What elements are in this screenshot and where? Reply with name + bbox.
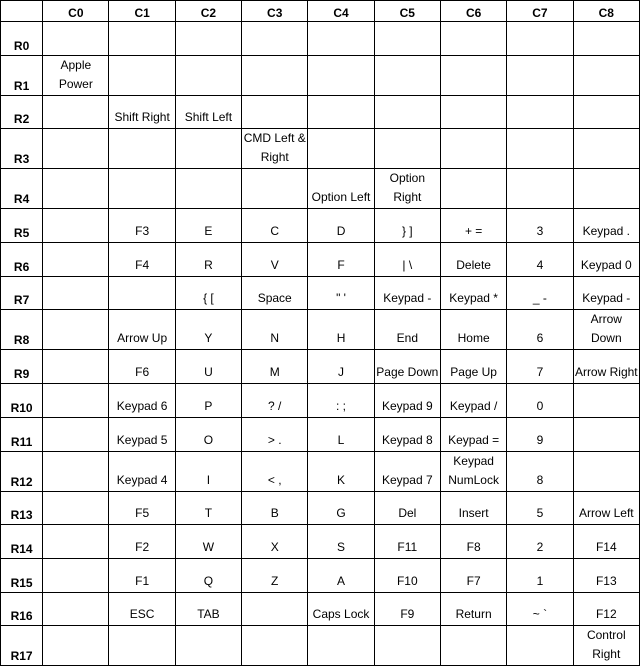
matrix-cell: F3 xyxy=(109,209,175,243)
matrix-cell xyxy=(507,55,573,95)
matrix-cell: Keypad 0 xyxy=(573,243,639,277)
column-header-c4: C4 xyxy=(308,1,374,22)
table-row xyxy=(1,451,640,491)
table-row xyxy=(1,592,640,626)
row-header: R4 xyxy=(1,169,43,209)
matrix-cell: C xyxy=(242,209,308,243)
table-row xyxy=(1,417,640,451)
matrix-cell: Caps Lock xyxy=(308,592,374,626)
matrix-cell xyxy=(43,451,109,491)
matrix-cell: Keypad 4 xyxy=(109,451,175,491)
matrix-cell: V xyxy=(242,243,308,277)
matrix-cell xyxy=(440,95,506,129)
matrix-cell: Keypad - xyxy=(573,276,639,310)
matrix-cell xyxy=(109,55,175,95)
matrix-cell xyxy=(175,55,241,95)
matrix-cell xyxy=(242,22,308,56)
matrix-cell: { [ xyxy=(175,276,241,310)
table-row xyxy=(1,129,640,169)
column-header-c7: C7 xyxy=(507,1,573,22)
matrix-cell: 7 xyxy=(507,350,573,384)
matrix-cell xyxy=(175,129,241,169)
matrix-cell xyxy=(43,384,109,418)
row-header: R15 xyxy=(1,558,43,592)
matrix-cell: " ' xyxy=(308,276,374,310)
matrix-cell xyxy=(308,129,374,169)
matrix-cell: End xyxy=(374,310,440,350)
row-header: R14 xyxy=(1,525,43,559)
matrix-cell: M xyxy=(242,350,308,384)
matrix-cell: H xyxy=(308,310,374,350)
matrix-cell xyxy=(308,22,374,56)
matrix-cell xyxy=(43,243,109,277)
matrix-cell: F8 xyxy=(440,525,506,559)
column-header-c0: C0 xyxy=(43,1,109,22)
table-row xyxy=(1,95,640,129)
matrix-cell xyxy=(109,129,175,169)
matrix-cell: T xyxy=(175,491,241,525)
matrix-cell: 3 xyxy=(507,209,573,243)
matrix-cell xyxy=(507,22,573,56)
matrix-cell xyxy=(308,626,374,666)
matrix-cell xyxy=(43,558,109,592)
matrix-cell xyxy=(440,22,506,56)
matrix-cell xyxy=(374,95,440,129)
matrix-cell: S xyxy=(308,525,374,559)
table-row xyxy=(1,626,640,666)
column-header-c8: C8 xyxy=(573,1,639,22)
matrix-cell: 6 xyxy=(507,310,573,350)
matrix-cell xyxy=(374,22,440,56)
matrix-cell xyxy=(43,209,109,243)
row-header: R8 xyxy=(1,310,43,350)
matrix-cell: ESC xyxy=(109,592,175,626)
matrix-cell: Z xyxy=(242,558,308,592)
column-header-row xyxy=(1,1,640,22)
matrix-cell: Home xyxy=(440,310,506,350)
matrix-cell: Option Right xyxy=(374,169,440,209)
matrix-cell xyxy=(374,626,440,666)
column-header-c5: C5 xyxy=(374,1,440,22)
matrix-cell xyxy=(507,129,573,169)
row-header: R0 xyxy=(1,22,43,56)
matrix-cell: Keypad 7 xyxy=(374,451,440,491)
matrix-cell xyxy=(43,592,109,626)
table-row xyxy=(1,558,640,592)
row-header: R17 xyxy=(1,626,43,666)
matrix-cell xyxy=(242,626,308,666)
matrix-cell: Return xyxy=(440,592,506,626)
matrix-cell xyxy=(43,310,109,350)
row-header: R6 xyxy=(1,243,43,277)
matrix-cell: Q xyxy=(175,558,241,592)
matrix-cell xyxy=(573,169,639,209)
matrix-cell: ? / xyxy=(242,384,308,418)
column-header-c1: C1 xyxy=(109,1,175,22)
matrix-cell: 8 xyxy=(507,451,573,491)
matrix-cell xyxy=(440,55,506,95)
matrix-cell: F13 xyxy=(573,558,639,592)
matrix-cell xyxy=(175,169,241,209)
table-row xyxy=(1,209,640,243)
matrix-cell: > . xyxy=(242,417,308,451)
matrix-cell: F12 xyxy=(573,592,639,626)
row-header: R5 xyxy=(1,209,43,243)
column-header-row-group xyxy=(1,1,640,22)
matrix-cell xyxy=(507,95,573,129)
matrix-cell xyxy=(43,626,109,666)
matrix-cell xyxy=(573,384,639,418)
matrix-cell xyxy=(573,417,639,451)
matrix-cell: Arrow Left xyxy=(573,491,639,525)
table-row xyxy=(1,491,640,525)
matrix-cell: Shift Left xyxy=(175,95,241,129)
matrix-cell: I xyxy=(175,451,241,491)
matrix-cell: Space xyxy=(242,276,308,310)
matrix-cell: Keypad 9 xyxy=(374,384,440,418)
row-header: R10 xyxy=(1,384,43,418)
matrix-cell: A xyxy=(308,558,374,592)
matrix-cell xyxy=(308,55,374,95)
matrix-cell xyxy=(109,169,175,209)
matrix-cell xyxy=(109,276,175,310)
table-row xyxy=(1,525,640,559)
row-header: R7 xyxy=(1,276,43,310)
matrix-cell: 1 xyxy=(507,558,573,592)
matrix-cell: Shift Right xyxy=(109,95,175,129)
matrix-cell xyxy=(440,626,506,666)
table-row xyxy=(1,243,640,277)
column-header-c6: C6 xyxy=(440,1,506,22)
row-header: R13 xyxy=(1,491,43,525)
matrix-cell: B xyxy=(242,491,308,525)
table-row xyxy=(1,276,640,310)
matrix-cell: J xyxy=(308,350,374,384)
matrix-cell: CMD Left & Right xyxy=(242,129,308,169)
matrix-cell: Keypad / xyxy=(440,384,506,418)
matrix-cell: 5 xyxy=(507,491,573,525)
matrix-cell xyxy=(242,95,308,129)
matrix-cell xyxy=(440,129,506,169)
column-header-c2: C2 xyxy=(175,1,241,22)
matrix-cell: P xyxy=(175,384,241,418)
row-header: R1 xyxy=(1,55,43,95)
matrix-cell xyxy=(242,592,308,626)
matrix-cell: Keypad = xyxy=(440,417,506,451)
matrix-cell xyxy=(175,22,241,56)
matrix-cell xyxy=(374,55,440,95)
table-row xyxy=(1,169,640,209)
matrix-cell: | \ xyxy=(374,243,440,277)
table-row xyxy=(1,384,640,418)
matrix-cell xyxy=(573,22,639,56)
matrix-cell: Keypad - xyxy=(374,276,440,310)
matrix-cell: 9 xyxy=(507,417,573,451)
matrix-cell xyxy=(43,95,109,129)
matrix-cell: Arrow Up xyxy=(109,310,175,350)
matrix-cell: F7 xyxy=(440,558,506,592)
matrix-cell: F6 xyxy=(109,350,175,384)
matrix-cell: K xyxy=(308,451,374,491)
row-header: R2 xyxy=(1,95,43,129)
row-header: R12 xyxy=(1,451,43,491)
matrix-cell xyxy=(507,626,573,666)
matrix-cell xyxy=(242,169,308,209)
matrix-cell: Insert xyxy=(440,491,506,525)
matrix-cell xyxy=(43,22,109,56)
matrix-cell: } ] xyxy=(374,209,440,243)
table-row xyxy=(1,22,640,56)
matrix-cell xyxy=(43,350,109,384)
matrix-cell: Keypad 6 xyxy=(109,384,175,418)
matrix-cell: F5 xyxy=(109,491,175,525)
matrix-cell: Page Down xyxy=(374,350,440,384)
matrix-cell: 4 xyxy=(507,243,573,277)
row-header: R9 xyxy=(1,350,43,384)
matrix-body xyxy=(1,22,640,666)
table-row xyxy=(1,310,640,350)
matrix-cell xyxy=(507,169,573,209)
matrix-cell: ~ ` xyxy=(507,592,573,626)
column-header-c3: C3 xyxy=(242,1,308,22)
matrix-cell: 0 xyxy=(507,384,573,418)
matrix-cell: 2 xyxy=(507,525,573,559)
matrix-cell: F14 xyxy=(573,525,639,559)
matrix-cell: Del xyxy=(374,491,440,525)
matrix-cell: _ - xyxy=(507,276,573,310)
matrix-cell xyxy=(374,129,440,169)
matrix-cell: Keypad 5 xyxy=(109,417,175,451)
matrix-cell: Apple Power xyxy=(43,55,109,95)
matrix-cell xyxy=(242,55,308,95)
matrix-cell: Keypad . xyxy=(573,209,639,243)
matrix-cell: G xyxy=(308,491,374,525)
matrix-cell xyxy=(43,276,109,310)
matrix-cell: X xyxy=(242,525,308,559)
matrix-cell: R xyxy=(175,243,241,277)
matrix-cell xyxy=(573,95,639,129)
matrix-cell: Keypad NumLock xyxy=(440,451,506,491)
matrix-cell: Page Up xyxy=(440,350,506,384)
matrix-cell: Keypad 8 xyxy=(374,417,440,451)
matrix-cell xyxy=(43,491,109,525)
matrix-cell: F xyxy=(308,243,374,277)
matrix-cell xyxy=(573,451,639,491)
matrix-cell: F10 xyxy=(374,558,440,592)
matrix-cell xyxy=(43,417,109,451)
row-header: R16 xyxy=(1,592,43,626)
matrix-cell: + = xyxy=(440,209,506,243)
matrix-cell: L xyxy=(308,417,374,451)
matrix-cell: N xyxy=(242,310,308,350)
matrix-cell xyxy=(43,525,109,559)
matrix-cell xyxy=(43,169,109,209)
matrix-cell: F1 xyxy=(109,558,175,592)
matrix-cell: Delete xyxy=(440,243,506,277)
matrix-cell: E xyxy=(175,209,241,243)
matrix-cell xyxy=(109,22,175,56)
row-header: R11 xyxy=(1,417,43,451)
matrix-cell: TAB xyxy=(175,592,241,626)
matrix-cell: < , xyxy=(242,451,308,491)
matrix-cell xyxy=(43,129,109,169)
row-header: R3 xyxy=(1,129,43,169)
matrix-cell: Arrow Right xyxy=(573,350,639,384)
matrix-cell: D xyxy=(308,209,374,243)
matrix-cell xyxy=(308,95,374,129)
matrix-cell: Keypad * xyxy=(440,276,506,310)
table-row xyxy=(1,55,640,95)
matrix-cell: F9 xyxy=(374,592,440,626)
table-row xyxy=(1,350,640,384)
matrix-cell: F2 xyxy=(109,525,175,559)
matrix-cell: F4 xyxy=(109,243,175,277)
matrix-cell: Option Left xyxy=(308,169,374,209)
corner-cell xyxy=(1,1,43,22)
matrix-cell xyxy=(175,626,241,666)
matrix-cell: F11 xyxy=(374,525,440,559)
matrix-cell: Y xyxy=(175,310,241,350)
matrix-cell: U xyxy=(175,350,241,384)
matrix-cell: W xyxy=(175,525,241,559)
matrix-cell xyxy=(573,55,639,95)
matrix-cell: Arrow Down xyxy=(573,310,639,350)
matrix-cell xyxy=(573,129,639,169)
matrix-cell: Control Right xyxy=(573,626,639,666)
matrix-cell xyxy=(440,169,506,209)
matrix-cell xyxy=(109,626,175,666)
matrix-cell: : ; xyxy=(308,384,374,418)
matrix-cell: O xyxy=(175,417,241,451)
